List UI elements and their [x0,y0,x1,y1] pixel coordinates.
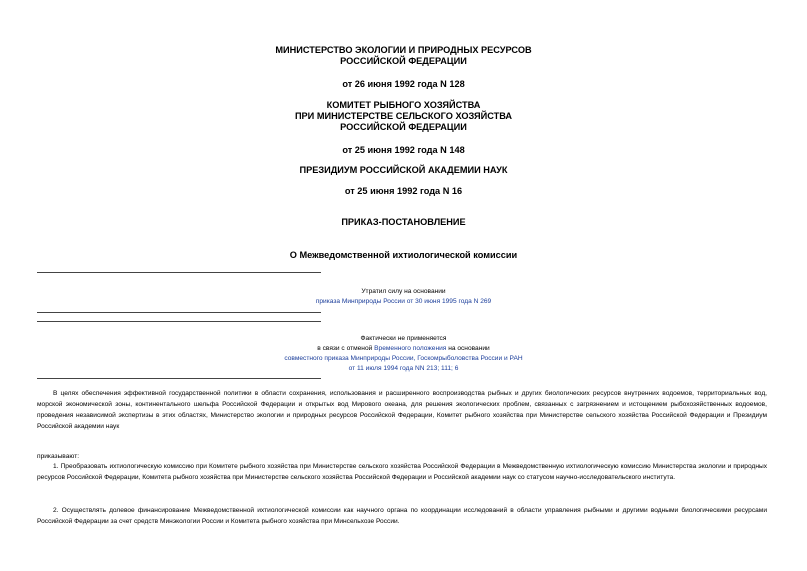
cancellation-suffix: на основании [446,345,490,352]
status-note-not-applied-text: Фактически не применяется [360,335,447,342]
status-note-not-applied [0,334,807,374]
document-type: ПРИКАЗ-ПОСТАНОВЛЕНИЕ [341,217,466,227]
ministry-date: от 26 июня 1992 года N 128 [342,79,465,89]
ministry-line-2: РОССИЙСКОЙ ФЕДЕРАЦИИ [340,56,467,66]
cancellation-prefix: в связи с отменой [317,345,375,352]
item-1-paragraph: 1. Преобразовать ихтиологическую комиссию при Комитете рыбного хозяйства при Министерстве сельского хозяйства Российской Федерации в Межведомственную ихтиологическую комиссию Министерства экологии и природных ресурсов Российской Федерации, Комитета рыбного хозяйства при Министерстве сельского хозяйства Российской Федерации и Российской академии наук со статусом научно-исследовательского института. [37,463,767,481]
committee-date: от 25 июня 1992 года N 148 [342,145,465,155]
committee-line-2: ПРИ МИНИСТЕРСТВЕ СЕЛЬСКОГО ХОЗЯЙСТВА [294,111,513,121]
order-word: приказывают: [37,453,80,460]
document-title: О Межведомственной ихтиологической комиссии [289,250,518,260]
temporary-regulation-link[interactable]: Временного положения [374,345,447,352]
status-note-cancellation [0,344,807,354]
committee-line-3: РОССИЙСКОЙ ФЕДЕРАЦИИ [340,122,467,132]
status-note-repealed [0,287,807,307]
committee-line-1: КОМИТЕТ РЫБНОГО ХОЗЯЙСТВА [326,100,481,110]
ministry-heading [0,45,807,67]
preamble-paragraph: В целях обеспечения эффективной государственной политики в области сохранения, использования и расширенного воспроизводства рыбных и других биологических ресурсов внутренних водоемов, территориальных вод, морской экономической зоны, континентального шельфа Российской Федерации и открытых вод Мирового океана, для решения экологических проблем, связанных с загрязнением и истощением рыбохозяйственных водоемов, проведения независимой экспертизы в этих областях, Министерство экологии и природных ресурсов Российской Федерации, Комитет рыбного хозяйства при Министерстве сельского хозяйства Российской Федерации и Президиум Российской академии наук [37,390,767,430]
status-note-repealed-text: Утратил силу на основании [361,288,446,295]
presidium-date: от 25 июня 1992 года N 16 [344,186,463,196]
separator-line [37,378,321,379]
separator-line [37,272,321,273]
separator-line [37,321,321,322]
repeal-order-link[interactable]: приказа Минприроды России от 30 июня 1995 года N 269 [315,298,492,305]
committee-heading [0,100,807,133]
item-2-paragraph: 2. Осуществлять долевое финансирование Межведомственной ихтиологической комиссии как научного органа по координации исследований в области управления рыбными и другими водными биологическими ресурсами Российской Федерации за счет средств Минэкологии России и Комитета рыбного хозяйства при Минсельхозе России. [37,507,767,525]
joint-order-date-link[interactable]: от 11 июля 1994 года NN 213; 111; 6 [348,365,459,372]
ministry-line-1: МИНИСТЕРСТВО ЭКОЛОГИИ И ПРИРОДНЫХ РЕСУРСОВ [275,45,532,55]
presidium-heading: ПРЕЗИДИУМ РОССИЙСКОЙ АКАДЕМИИ НАУК [299,165,508,175]
joint-order-link[interactable]: совместного приказа Минприроды России, Госкомрыболовства России и РАН [284,355,523,362]
separator-line [37,312,321,313]
